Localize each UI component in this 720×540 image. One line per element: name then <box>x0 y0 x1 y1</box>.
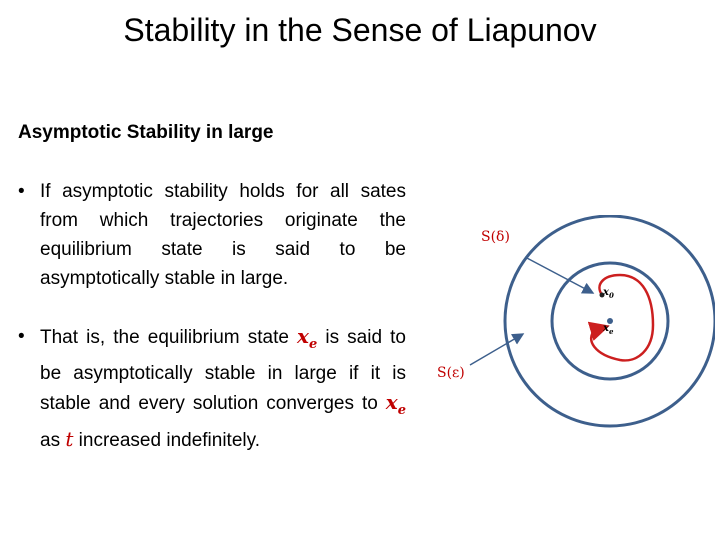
slide-title: Stability in the Sense of Liapunov <box>123 12 597 48</box>
arrow-s-epsilon <box>470 334 523 365</box>
section-heading: Asymptotic Stability in large <box>18 122 274 143</box>
stability-diagram <box>425 215 715 430</box>
math-xe-2-base: x <box>385 390 398 414</box>
bullet-text-1: If asymptotic stability holds for all sates from which trajectories originate the equilibrium state is said to be asymptotically stable in large. <box>40 181 406 289</box>
trajectory-curve <box>591 275 653 360</box>
bullet2-text-part3: as <box>40 430 66 451</box>
label-xe <box>603 323 613 336</box>
bullet2-text-part2: is said to be asymptotically stable in large if it is stable and every solution converges to <box>40 327 406 414</box>
math-xe-2 <box>385 390 406 418</box>
label-x0-sub: 0 <box>608 291 614 300</box>
bullet-mark-2: • <box>18 326 25 347</box>
math-xe-1-sub: e <box>308 337 318 352</box>
math-xe-2-sub: e <box>397 403 406 418</box>
label-x0-base: x <box>603 287 609 298</box>
arrow-s-delta <box>525 257 593 293</box>
bullet-text-2 <box>40 322 406 455</box>
label-xe-base: x <box>603 323 609 334</box>
label-x0 <box>603 287 614 300</box>
label-s-delta: S(δ) <box>481 229 510 245</box>
math-t: t <box>65 427 74 451</box>
diagram-svg <box>425 215 715 430</box>
math-xe-1 <box>297 324 318 352</box>
bullet-item-2 <box>18 322 406 455</box>
bullet2-text-part4: increased indefinitely. <box>73 430 260 451</box>
bullet2-text-part1: That is, the equilibrium state <box>40 327 298 348</box>
bullet-item-1 <box>18 177 406 293</box>
bullet-mark-1: • <box>18 181 25 202</box>
math-xe-1-base: x <box>297 324 309 348</box>
label-s-epsilon: S(ε) <box>437 365 465 381</box>
label-xe-sub: e <box>608 327 614 336</box>
